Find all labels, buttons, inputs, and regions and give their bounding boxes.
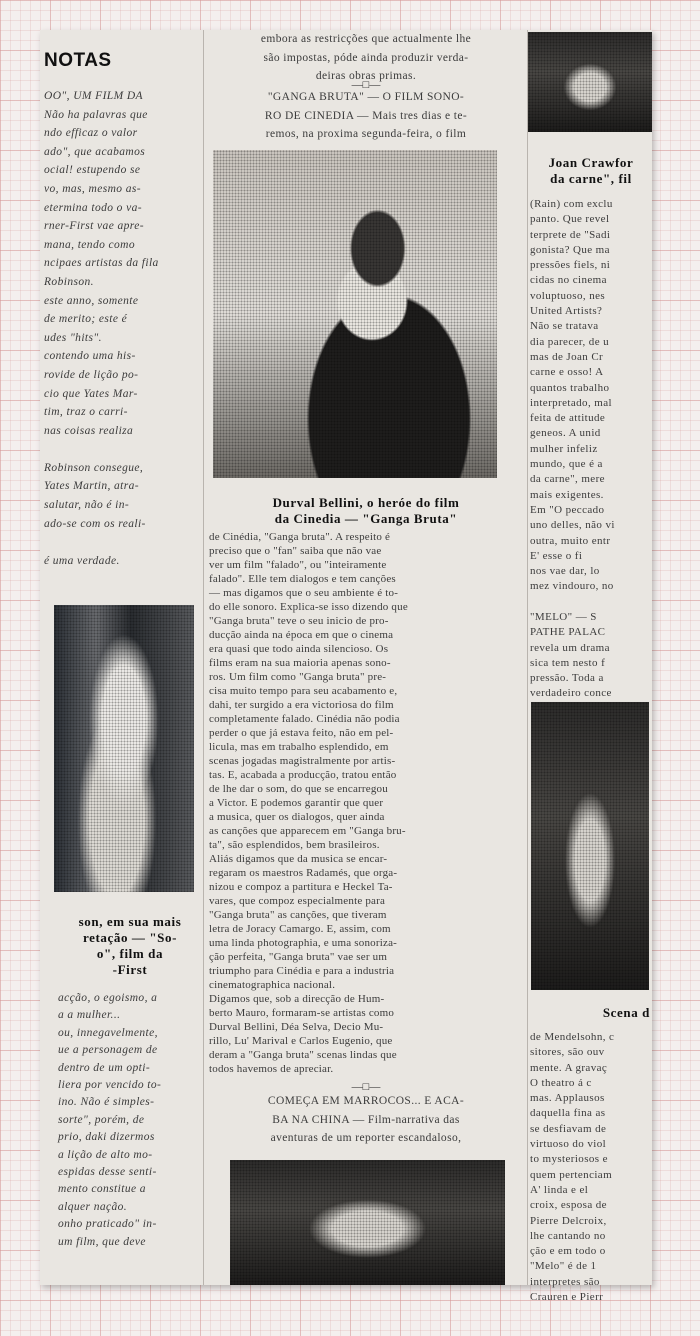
- text-line: perder o que já estava feito, não em pel-: [209, 727, 394, 739]
- text-line: triumpho para Cinédia e para a industria: [209, 965, 395, 977]
- text-line: vo, mas, mesmo as-: [44, 182, 141, 195]
- text-line: panto. Que revel: [530, 213, 610, 226]
- text-line: ros. Um film como "Ganga bruta" pre-: [209, 671, 387, 683]
- text-line: ducção ainda na época em que o cinema: [209, 629, 394, 641]
- text-line: rovide de lição po-: [44, 368, 139, 381]
- joan-crawford-caption: [530, 155, 652, 187]
- text-line: deiras obras primas.: [315, 70, 417, 83]
- text-line: a musica, quer os dialogos, quer ainda: [209, 811, 385, 823]
- text-line: uno delles, não vi: [530, 519, 615, 532]
- text-line: pressão. Toda a: [530, 672, 604, 685]
- text-line: ocial! estupendo se: [44, 164, 141, 177]
- text-line: pressões fiels, ni: [530, 259, 611, 272]
- text-line: ado-se com os reali-: [44, 517, 146, 530]
- text-line: a a mulher...: [58, 1009, 121, 1022]
- text-line: Crauren e Pierr: [530, 1291, 604, 1304]
- text-line: de Mendelsohn, c: [530, 1031, 615, 1043]
- text-line: ção perfeita, "Ganga bruta" vae ser um: [209, 951, 388, 963]
- durval-bellini-photo: [213, 150, 497, 478]
- text-line: mas. Applausos: [530, 1092, 605, 1105]
- text-line: ver um film "falado", ou "inteiramente: [209, 559, 387, 571]
- text-line: [44, 533, 200, 552]
- text-line: a Victor. E podemos garantir que quer: [209, 797, 384, 809]
- text-line: (Rain) com exclu: [530, 198, 613, 210]
- text-line: sorte", porém, de: [58, 1113, 145, 1126]
- text-line: revela um drama: [530, 641, 610, 654]
- text-line: mulher infeliz: [530, 442, 598, 455]
- text-line: mana, tendo como: [44, 238, 136, 251]
- text-line: Digamos que, sob a direcção de Hum-: [209, 993, 385, 1005]
- right-text-crawford: [530, 197, 652, 595]
- text-line: regaram os maestros Radamés, que orga-: [209, 867, 398, 879]
- text-line: BA NA CHINA — Film-narrativa das: [272, 1113, 460, 1126]
- text-line: geneos. A unid: [530, 427, 601, 440]
- statue-photo: [54, 605, 194, 892]
- text-line: interpretes são: [530, 1275, 600, 1288]
- text-line: este anno, somente: [44, 294, 139, 307]
- text-line: carne e osso! A: [530, 366, 604, 379]
- text-line: remos, na proxima segunda-feira, o film: [265, 128, 467, 141]
- text-line: rillo, Lu' Marival e Carlos Eugenio, que: [209, 1035, 393, 1047]
- text-line: cisa muito tempo para seu acabamento e,: [209, 685, 398, 697]
- text-line: cio que Yates Mar-: [44, 387, 138, 400]
- text-line: ção e em todo o: [530, 1245, 606, 1258]
- text-line: falado". Elle tem dialogos e tem canções: [209, 573, 396, 585]
- text-line: Em "O peccado: [530, 503, 605, 516]
- text-line: feita de attitude: [530, 412, 606, 425]
- text-line: dahi, ter surgido a era victoriosa do film: [209, 699, 394, 711]
- text-line: completamente falado. Cinédia não podia: [209, 713, 400, 725]
- text-line: do elle sonoro. Explica-se isso dizendo que: [209, 601, 408, 613]
- text-line: Não se tratava: [530, 320, 599, 333]
- text-line: "MELO" — S: [530, 611, 597, 623]
- text-line: to mysteriosos e: [530, 1153, 608, 1166]
- text-line: virtuoso do viol: [530, 1138, 607, 1151]
- bottom-photo: [230, 1160, 505, 1285]
- text-line: dia parecer, de u: [530, 335, 610, 348]
- column-center: [205, 30, 527, 1285]
- text-line: acção, o egoismo, a: [58, 992, 158, 1004]
- text-line: mas de Joan Cr: [530, 350, 604, 363]
- text-line: ndo efficaz o valor: [44, 127, 138, 140]
- left-text-bottom: [58, 990, 202, 1251]
- text-line: ino. Não é simples-: [58, 1096, 155, 1109]
- melo-scene-photo: [531, 702, 649, 990]
- text-line: Durval Bellini, Déa Selva, Decio Mu-: [209, 1021, 384, 1033]
- text-line: ou, innegavelmente,: [58, 1026, 158, 1039]
- text-line: A' linda e el: [530, 1183, 589, 1196]
- text-line: RO DE CINEDIA — Mais tres dias e te-: [264, 109, 468, 122]
- text-line: quantos trabalho: [530, 381, 610, 394]
- text-line: embora as restricções que actualmente lhe: [260, 33, 472, 45]
- text-line: sitores, são ouv: [530, 1046, 605, 1059]
- melo-article: [530, 610, 652, 702]
- text-line: verdadeiro conce: [530, 687, 612, 700]
- text-line: films eram na sua maioria apenas sono-: [209, 657, 391, 669]
- caption-line: son, em sua mais: [78, 914, 182, 929]
- text-line: prio, daki dizermos: [58, 1131, 155, 1144]
- text-line: rner-First vae apre-: [44, 220, 144, 233]
- text-line: liera por vencido to-: [58, 1079, 162, 1092]
- text-line: vares, que compoz especialmente para: [209, 895, 386, 907]
- text-line: OO", UM FILM DA: [44, 90, 143, 102]
- text-line: daquella fina as: [530, 1107, 606, 1120]
- text-line: mento constitue a: [58, 1183, 146, 1196]
- text-line: de lhe dar o som, do que se encarregou: [209, 783, 388, 795]
- column-right: [528, 30, 652, 1304]
- caption-line: -First: [112, 962, 148, 977]
- text-line: Robinson consegue,: [44, 461, 144, 474]
- text-line: se desfiavam de: [530, 1122, 607, 1135]
- text-line: salutar, não é in-: [44, 499, 130, 512]
- text-line: Não ha palavras que: [44, 108, 148, 121]
- text-line: terprete de "Sadi: [530, 228, 611, 241]
- text-line: ado", que acabamos: [44, 145, 146, 158]
- text-line: mundo, que é a: [530, 458, 603, 471]
- ganga-bruta-heading: [205, 88, 527, 144]
- text-line: nos vae dar, lo: [530, 565, 600, 578]
- text-line: quem pertenciam: [530, 1168, 613, 1181]
- text-line: a lição de alto mo-: [58, 1148, 153, 1161]
- text-line: contendo uma his-: [44, 350, 136, 363]
- text-line: é uma verdade.: [44, 554, 120, 567]
- text-line: cinematographica nacional.: [209, 979, 336, 991]
- text-line: tim, traz o carri-: [44, 406, 128, 419]
- text-line: um film, que deve: [58, 1235, 146, 1248]
- ganga-bruta-article: [209, 530, 523, 1076]
- text-line: "Ganga bruta" as canções, que tiveram: [209, 909, 387, 921]
- separator-top: —□—: [351, 79, 381, 91]
- joan-crawford-photo: [528, 32, 652, 132]
- text-line: "Melo" é de 1: [530, 1260, 597, 1273]
- text-line: mais exigentes.: [530, 488, 604, 501]
- text-line: COMEÇA EM MARROCOS... E ACA-: [267, 1095, 465, 1107]
- text-line: nas coisas realiza: [44, 424, 134, 437]
- text-line: licula, mas em trabalho esplendido, em: [209, 741, 389, 753]
- text-line: as canções que apparecem em "Ganga bru-: [209, 825, 406, 837]
- text-line: sica tem nesto f: [530, 656, 606, 669]
- newspaper-clipping: [40, 30, 652, 1304]
- text-line: PATHE PALAC: [530, 626, 606, 639]
- text-line: interpretado, mal: [530, 396, 612, 409]
- text-line: Pierre Delcroix,: [530, 1214, 607, 1227]
- column-divider: [203, 30, 204, 1285]
- text-line: mente. A gravaç: [530, 1061, 608, 1074]
- text-line: letra de Joracy Camargo. E, assim, com: [209, 923, 391, 935]
- caption-line: o", film da: [96, 946, 164, 961]
- text-line: deram a "Ganga bruta" scenas lindas que: [209, 1049, 397, 1061]
- text-line: Robinson.: [44, 275, 94, 288]
- text-line: de merito; este é: [44, 313, 128, 326]
- text-line: tas. E, acabada a producção, tratou então: [209, 769, 397, 781]
- text-line: Aliás digamos que da musica se encar-: [209, 853, 388, 865]
- caption-line: retação — "So-: [82, 930, 178, 945]
- left-text-top: [44, 87, 200, 570]
- text-line: era quasi que todo ainda silencioso. Os: [209, 643, 389, 655]
- text-line: gonista? Que ma: [530, 243, 610, 256]
- text-line: espidas desse senti-: [58, 1166, 157, 1179]
- text-line: Yates Martin, atra-: [44, 480, 140, 493]
- right-text-melo: [530, 1030, 652, 1305]
- text-line: ncipaes artistas da fila: [44, 257, 159, 270]
- text-line: O theatro á c: [530, 1076, 592, 1089]
- text-line: nizou e compoz a partitura e Heckel Ta-: [209, 881, 393, 893]
- text-line: [44, 440, 200, 459]
- text-line: cidas no cinema: [530, 274, 607, 287]
- text-line: onho praticado" in-: [58, 1218, 157, 1231]
- text-line: croix, esposa de: [530, 1199, 607, 1212]
- notas-header: NOTAS: [44, 50, 112, 71]
- text-line: United Artists?: [530, 305, 603, 318]
- text-line: são impostas, póde ainda produzir verda-: [263, 51, 469, 64]
- text-line: "Ganga bruta" teve o seu inicio de pro-: [209, 615, 389, 627]
- text-line: da carne", mere: [530, 473, 605, 486]
- text-line: voluptuoso, nes: [530, 289, 606, 302]
- text-line: E' esse o fi: [530, 549, 583, 562]
- text-line: alquer nação.: [58, 1200, 128, 1213]
- marrocos-heading: [205, 1092, 527, 1148]
- text-line: ta", são esplendidos, bem brasileiros.: [209, 839, 380, 851]
- text-line: mez vindouro, no: [530, 580, 614, 593]
- separator-bottom: —□—: [351, 1081, 381, 1093]
- text-line: outra, muito entr: [530, 534, 611, 547]
- scene-caption: Scena d: [602, 1005, 650, 1020]
- caption-line: da Cinedia — "Ganga Bruta": [274, 511, 458, 526]
- text-line: de Cinédia, "Ganga bruta". A respeito é: [209, 531, 391, 543]
- left-photo-caption: [58, 914, 202, 978]
- caption-line: da carne", fil: [550, 171, 632, 186]
- durval-bellini-caption: [205, 495, 527, 527]
- text-line: preciso que o "fan" saiba que não vae: [209, 545, 382, 557]
- column-left: [42, 30, 202, 1285]
- caption-line: Joan Crawfor: [548, 155, 634, 170]
- text-line: udes "hits".: [44, 331, 102, 344]
- text-line: — mas digamos que o seu ambiente é to-: [209, 587, 399, 599]
- caption-line: Durval Bellini, o heróe do film: [272, 495, 460, 510]
- text-line: "GANGA BRUTA" — O FILM SONO-: [267, 91, 465, 103]
- text-line: ue a personagem de: [58, 1044, 158, 1057]
- text-line: todos havemos de apreciar.: [209, 1063, 334, 1075]
- text-line: etermina todo o va-: [44, 201, 142, 214]
- text-line: scenas jogadas magistralmente por artis-: [209, 755, 396, 767]
- text-line: uma linda photographia, e uma sonoriza-: [209, 937, 398, 949]
- text-line: berto Mauro, formaram-se artistas como: [209, 1007, 395, 1019]
- text-line: lhe cantando no: [530, 1229, 606, 1242]
- text-line: dentro de um opti-: [58, 1061, 151, 1074]
- text-line: aventuras de um reporter escandaloso,: [270, 1132, 462, 1145]
